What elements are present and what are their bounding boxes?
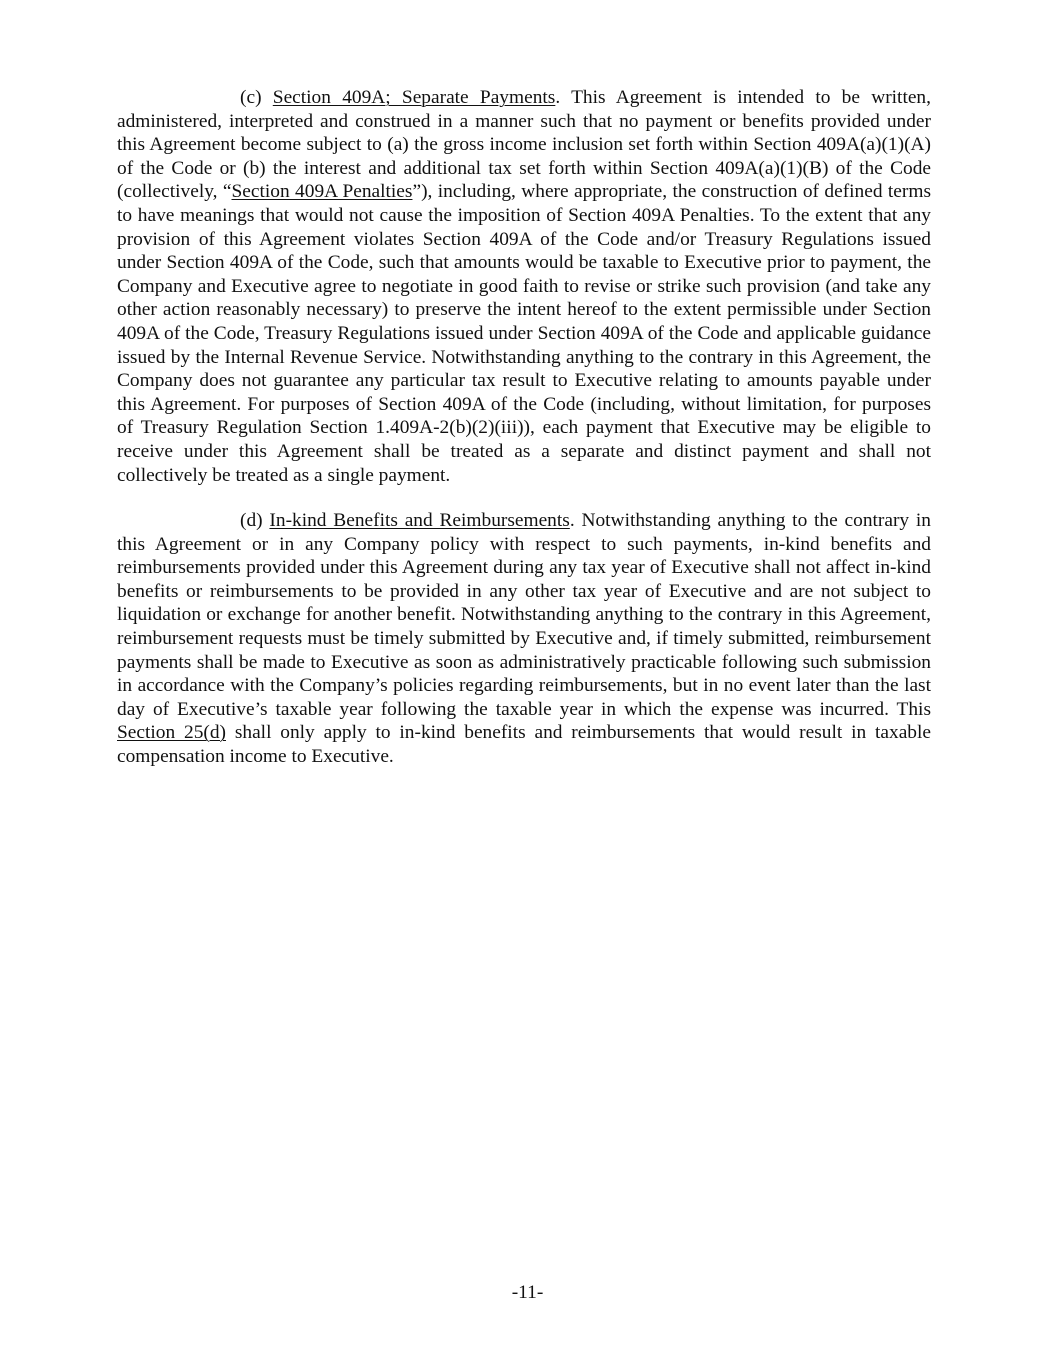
paragraph-d (117, 509, 931, 769)
document-page (117, 86, 931, 769)
paragraph-d-text-2: shall only apply to in-kind benefits and reimbursements that would result in taxable compensation income to Executive. (117, 722, 931, 768)
paragraph-c-text-1: This Agreement is intended to be written, administered, interpreted and construed in a manner such that no payment or benefits provided under this Agreement become subject to (a) the gross income inclusion set forth within Section 409A(a)(1)(A) of the Code or (b) the interest and additional tax set forth within Section 409A(a)(1)(B) of the Code (collectively, “ (117, 87, 931, 203)
page-number: -11- (511, 1282, 544, 1303)
paragraph-d-label: (d) (240, 510, 263, 532)
paragraph-d-text-1: Notwithstanding anything to the contrary in this Agreement or in any Company policy with respect to such payments, in-kind benefits and reimbursements provided under this Agreement during any tax year of Executive shall not affect in-kind benefits or reimbursements to be provided in any other tax year of Executive and are not subject to liquidation or exchange for another benefit. Notwithstanding anything to the contrary in this Agreement, reimbursement requests must be timely submitted by Executive and, if timely submitted, reimbursement payments shall be made to Executive as soon as administratively practicable following such submission in accordance with the Company’s policies regarding reimbursements, but in no event later than the last day of Executive’s taxable year following the taxable year in which the expense was incurred. This (117, 510, 931, 720)
paragraph-c-text-2: ”), including, where appropriate, the construction of defined terms to have meanings that would not cause the imposition of Section 409A Penalties. To the extent that any provision of this Agreement violates Section 409A of the Code and/or Treasury Regulations issued under Section 409A of the Code, such that amounts would be taxable to Executive prior to payment, the Company and Executive agree to negotiate in good faith to revise or strike such provision (and take any other action reasonably necessary) to preserve the intent hereof to the extent permissible under Section 409A of the Code, Treasury Regulations issued under Section 409A of the Code and applicable guidance issued by the Internal Revenue Service. Notwithstanding anything to the contrary in this Agreement, the Company does not guarantee any particular tax result to Executive relating to amounts payable under this Agreement. For purposes of Section 409A of the Code (including, without limitation, for purposes of Treasury Regulation Section 1.409A-2(b)(2)(iii)), each payment that Executive may be eligible to receive under this Agreement shall be treated as a separate and distinct payment and shall not collectively be treated as a single payment. (117, 181, 931, 486)
section-reference: Section 25(d) (117, 722, 226, 744)
defined-term-section-409a-penalties: Section 409A Penalties (231, 181, 413, 203)
paragraph-d-heading: In-kind Benefits and Reimbursements (269, 510, 570, 532)
paragraph-c (117, 86, 931, 487)
paragraph-c-label: (c) (240, 87, 262, 108)
paragraph-d-heading-end: . (569, 510, 575, 532)
paragraph-c-heading: Section 409A; Separate Payments (272, 87, 556, 108)
paragraph-c-heading-end: . (555, 87, 561, 108)
